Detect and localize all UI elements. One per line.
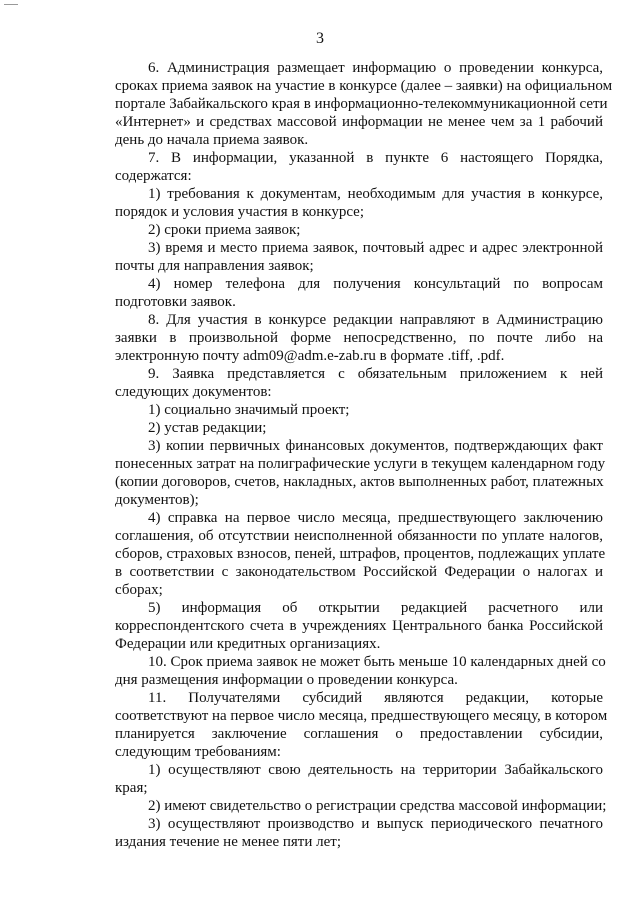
text-line: понесенных затрат на полиграфические услуги в текущем календарном году	[115, 456, 606, 472]
text-line: подготовки заявок.	[115, 294, 236, 310]
text-line: день до начала приема заявок.	[115, 132, 309, 148]
text-line: содержатся:	[115, 168, 192, 184]
page-number: 3	[316, 30, 324, 47]
text-line: 1) требования к документам, необходимым для участия в конкурсе,	[148, 186, 603, 202]
text-line: 3) осуществляют производство и выпуск периодического печатного	[148, 816, 603, 832]
text-line: сроках приема заявок на участие в конкурсе (далее – заявки) на официальном	[115, 78, 613, 94]
text-line: 1) социально значимый проект;	[148, 402, 350, 418]
text-line: 3) время и место приема заявок, почтовый адрес и адрес электронной	[148, 240, 603, 256]
text-line: следующих документов:	[115, 384, 272, 400]
text-line: (копии договоров, счетов, накладных, актов выполненных работ, платежных	[115, 474, 604, 490]
text-line: портале Забайкальского края в информационно-телекоммуникационной сети	[115, 96, 608, 112]
text-line: 1) осуществляют свою деятельность на территории Забайкальского	[148, 762, 603, 778]
text-line: порядок и условия участия в конкурсе;	[115, 204, 364, 220]
text-line: издания течение не менее пяти лет;	[115, 834, 341, 850]
text-line: 4) номер телефона для получения консультаций по вопросам	[148, 276, 603, 292]
text-line: дня размещения информации о проведении конкурса.	[115, 672, 458, 688]
text-line: 2) устав редакции;	[148, 420, 267, 436]
text-line: «Интернет» и средствах массовой информации не менее чем за 1 рабочий	[115, 114, 603, 130]
text-line: планируется заключение соглашения о предоставлении субсидии,	[115, 726, 603, 742]
text-line: в соответствии с законодательством Российской Федерации о налогах и	[115, 564, 603, 580]
text-line: заявки в произвольной форме непосредственно, по почте либо на	[115, 330, 603, 346]
text-line: 8. Для участия в конкурсе редакции направляют в Администрацию	[148, 312, 603, 328]
text-line: края;	[115, 780, 148, 796]
text-line: документов);	[115, 492, 199, 508]
text-line: 2) имеют свидетельство о регистрации средства массовой информации;	[148, 798, 607, 814]
text-line: электронную почту adm09@adm.e-zab.ru в формате .tiff, .pdf.	[115, 348, 505, 364]
text-line: 4) справка на первое число месяца, предшествующего заключению	[148, 510, 603, 526]
text-line: 10. Срок приема заявок не может быть меньше 10 календарных дней со	[148, 654, 606, 670]
text-line: соответствуют на первое число месяца, предшествующего месяцу, в котором	[115, 708, 608, 724]
scan-corner-mark	[4, 4, 18, 5]
text-line: соглашения, об отсутствии неисполненной обязанности по уплате налогов,	[115, 528, 603, 544]
text-line: почты для направления заявок;	[115, 258, 314, 274]
text-line: 6. Администрация размещает информацию о проведении конкурса,	[148, 60, 603, 76]
text-line: 9. Заявка представляется с обязательным приложением к ней	[148, 366, 603, 382]
text-line: Федерации или кредитных организациях.	[115, 636, 381, 652]
text-line: 5) информация об открытии редакцией расчетного или	[148, 600, 603, 616]
text-line: корреспондентского счета в учреждениях Центрального банка Российской	[115, 618, 603, 634]
text-line: 2) сроки приема заявок;	[148, 222, 301, 238]
text-line: следующим требованиям:	[115, 744, 281, 760]
text-line: 3) копии первичных финансовых документов, подтверждающих факт	[148, 438, 603, 454]
text-line: сборах;	[115, 582, 163, 598]
text-line: сборов, страховых взносов, пеней, штрафов, процентов, подлежащих уплате	[115, 546, 606, 562]
text-line: 7. В информации, указанной в пункте 6 настоящего Порядка,	[148, 150, 603, 166]
text-line: 11. Получателями субсидий являются редакции, которые	[148, 690, 603, 706]
